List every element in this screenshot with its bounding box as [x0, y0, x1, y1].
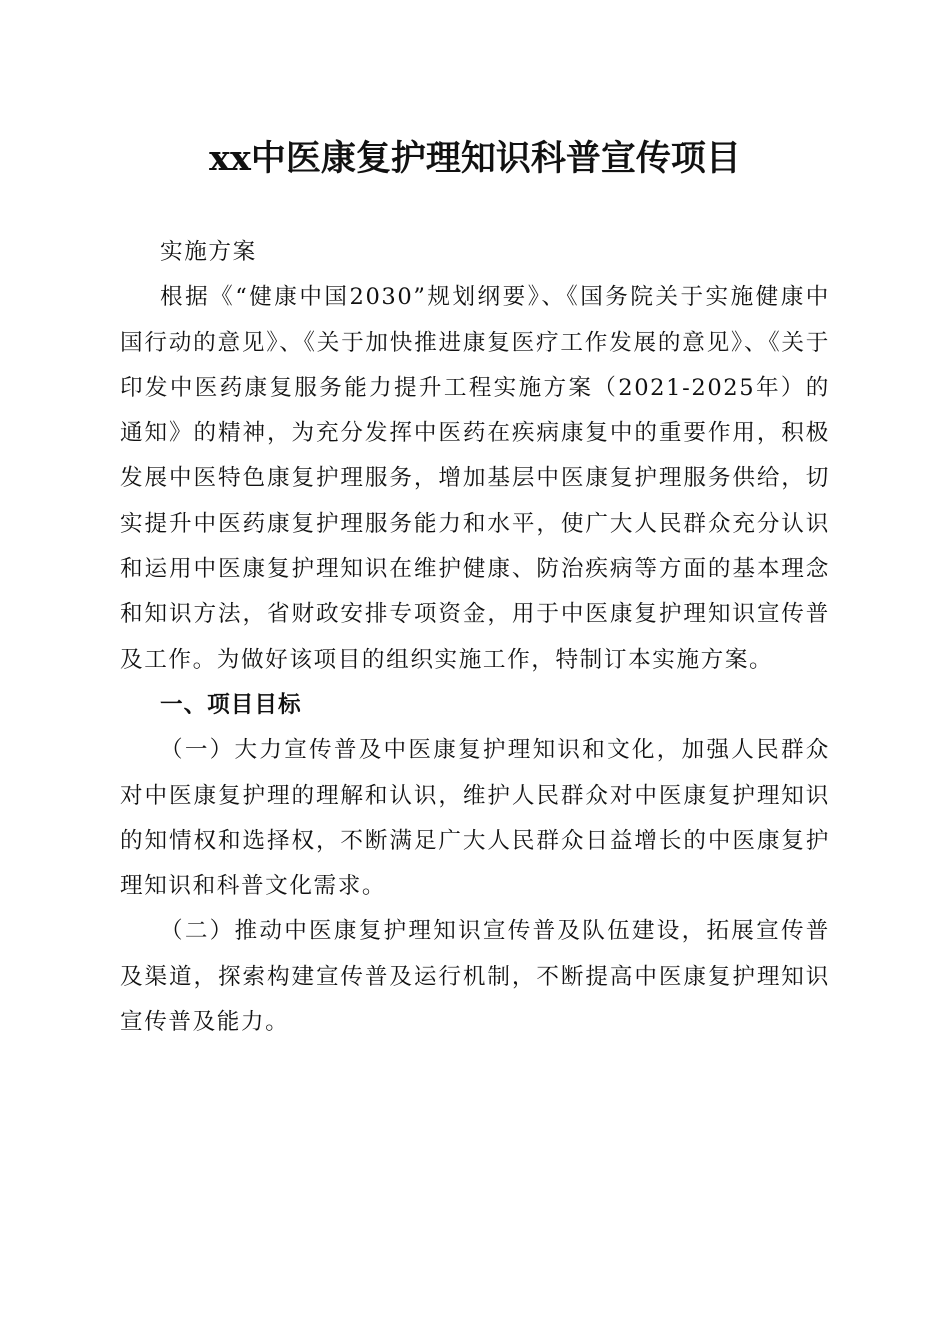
intro-paragraph: 根据《“健康中国2030”规划纲要》、《国务院关于实施健康中国行动的意见》、《关于加快推进康复医疗工作发展的意见》、《关于印发中医药康复服务能力提升工程实施方案（2021-2025年）的通知》的精神，为充分发挥中医药在疾病康复中的重要作用，积极发展中医特色康复护理服务，增加基层中医康复护理服务供给，切实提升中医药康复护理服务能力和水平，使广大人民群众充分认识和运用中医康复护理知识在维护健康、防治疾病等方面的基本理念和知识方法，省财政安排专项资金，用于中医康复护理知识宣传普及工作。为做好该项目的组织实施工作，特制订本实施方案。: [120, 284, 830, 673]
goal-item-1: （一）大力宣传普及中医康复护理知识和文化，加强人民群众对中医康复护理的理解和认识，维护人民群众对中医康复护理知识的知情权和选择权，不断满足广大人民群众日益增长的中医康复护理知识和科普文化需求。: [120, 737, 830, 900]
subtitle-paragraph: 实施方案: [160, 239, 257, 265]
section-heading-project-goals: 一、项目目标: [160, 691, 302, 718]
goal-item-2: （二）推动中医康复护理知识宣传普及队伍建设，拓展宣传普及渠道，探索构建宣传普及运行机制，不断提高中医康复护理知识宣传普及能力。: [120, 918, 830, 1036]
document-body: [120, 230, 830, 1045]
document-title: xx中医康复护理知识科普宣传项目: [209, 138, 741, 179]
